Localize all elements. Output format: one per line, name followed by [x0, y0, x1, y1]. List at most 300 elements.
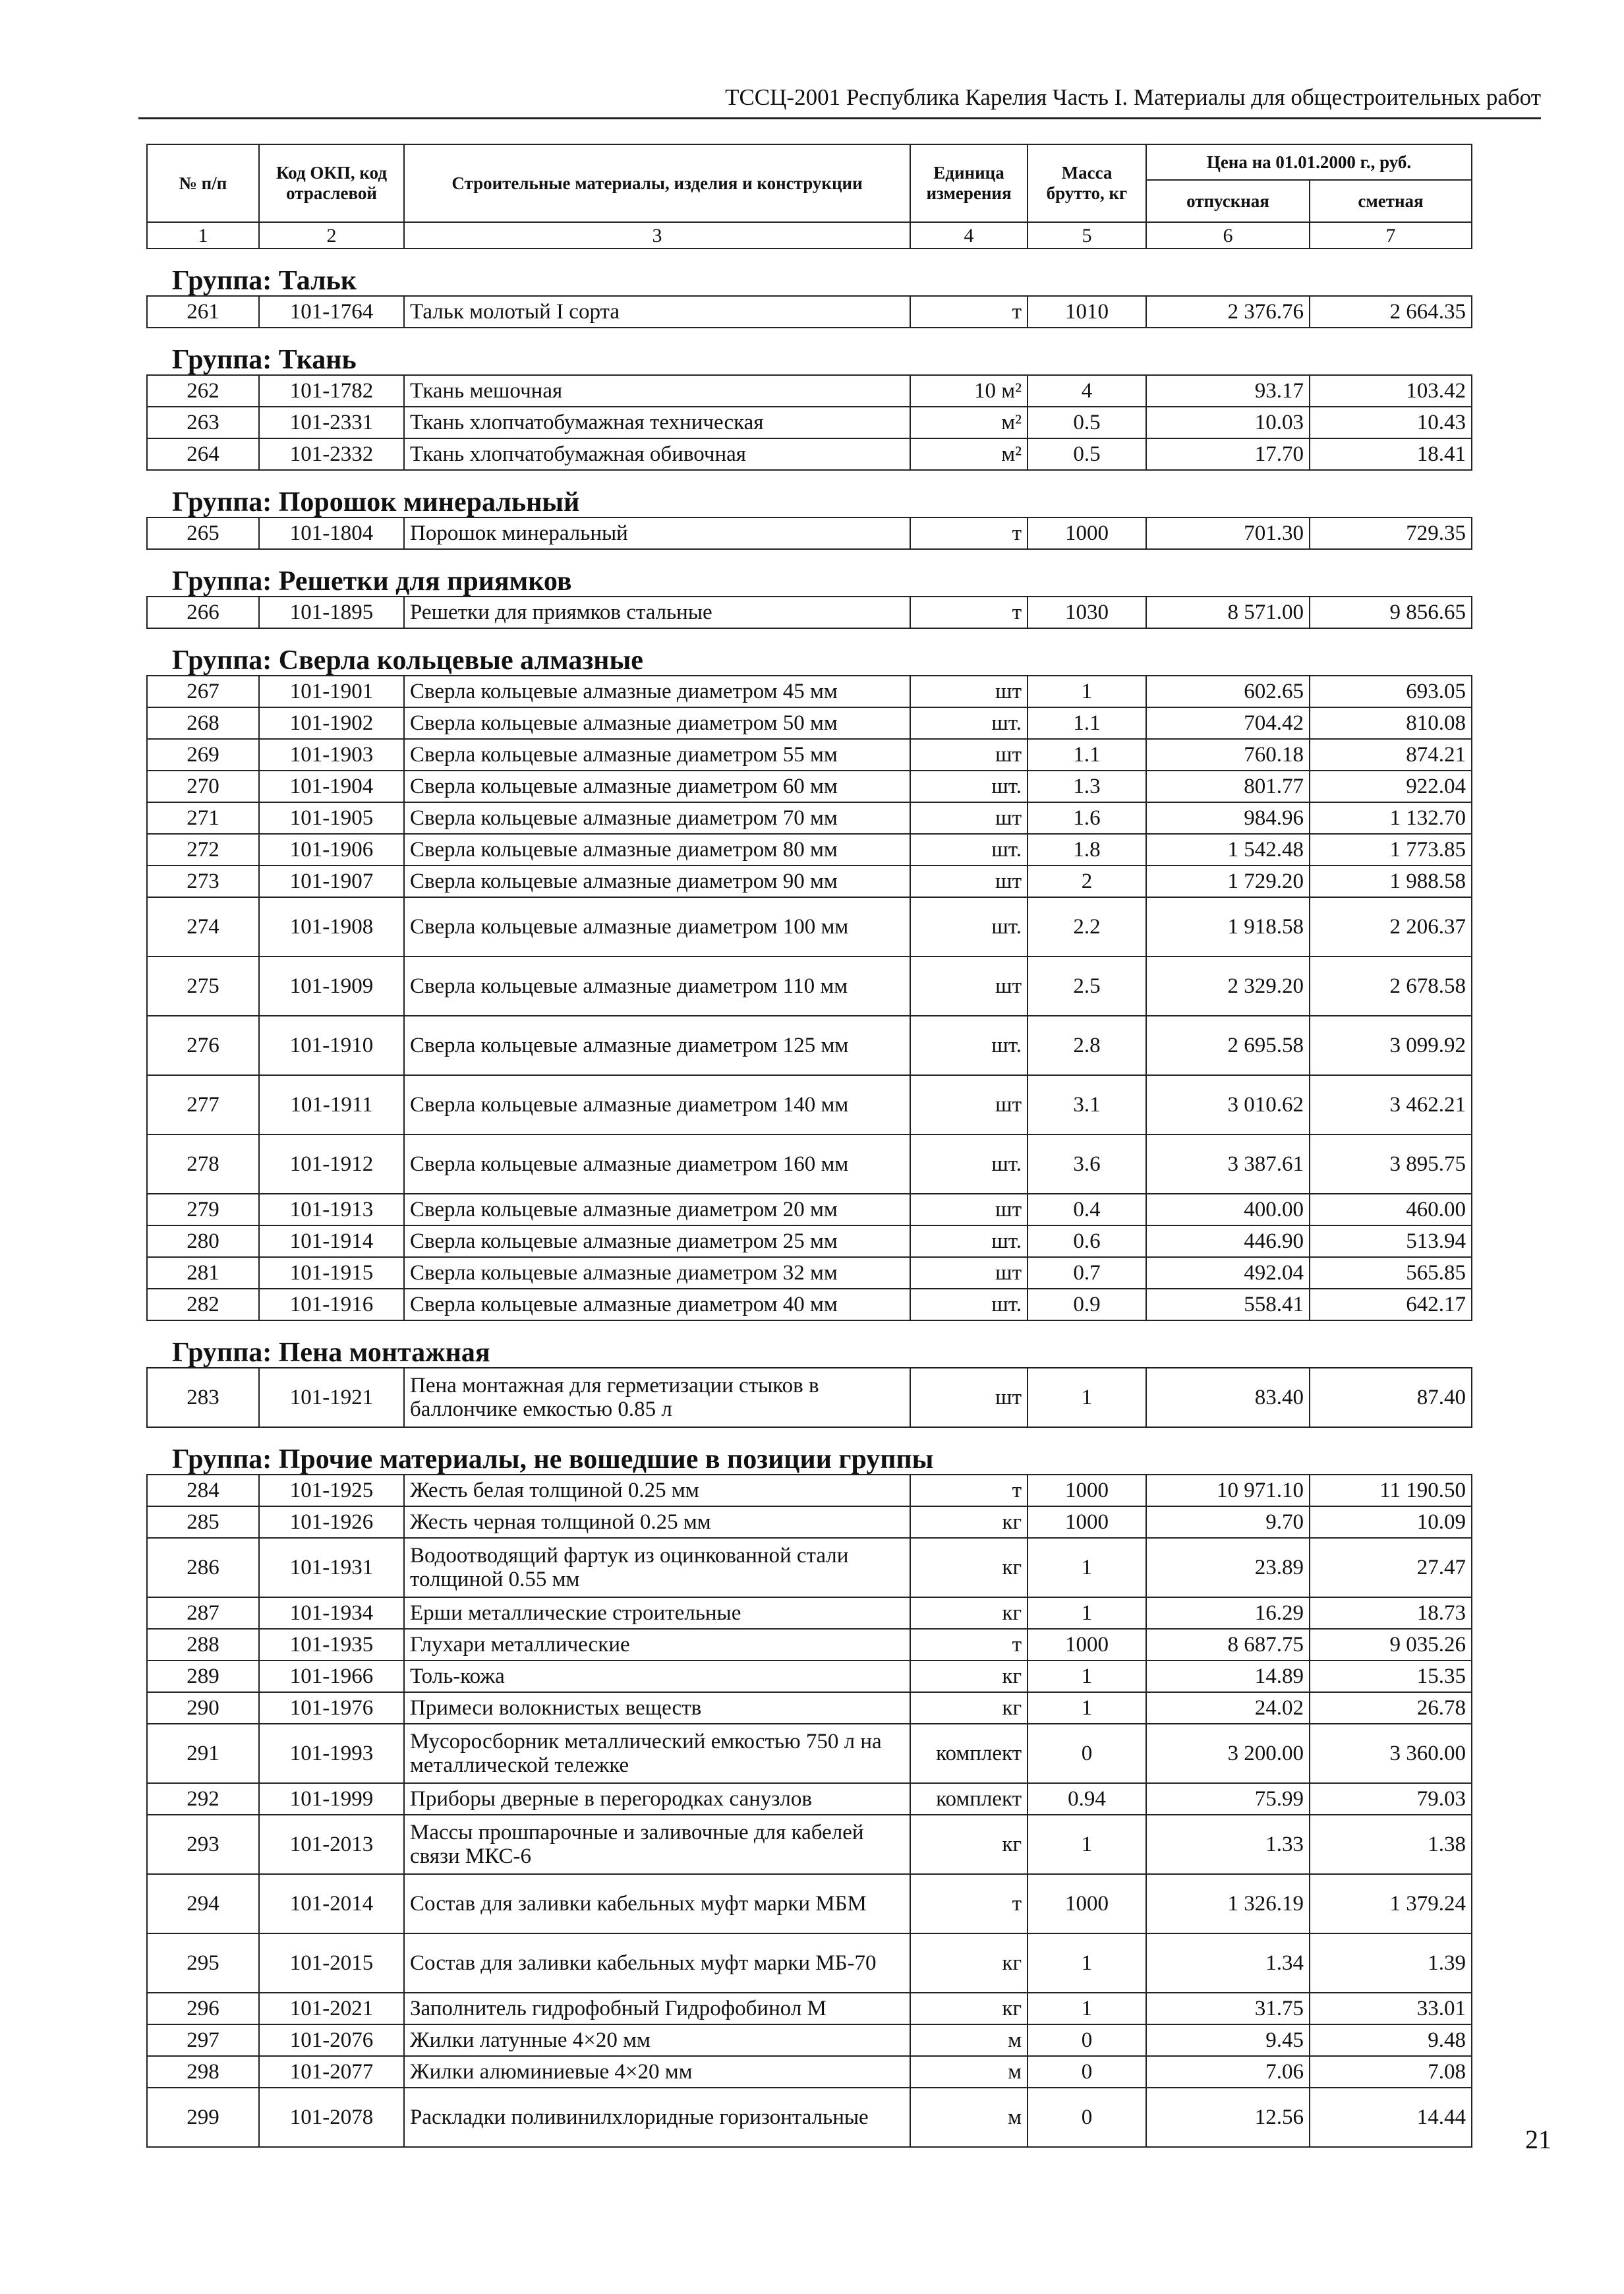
okp-code-cell: 101-2332: [259, 438, 404, 470]
table-row: [147, 1475, 1472, 1506]
okp-code-cell: 101-1895: [259, 597, 404, 628]
row-number-cell: 294: [147, 1874, 259, 1933]
estimate-price-cell: 87.40: [1310, 1368, 1472, 1427]
material-name-cell: Сверла кольцевые алмазные диаметром 25 мм: [404, 1225, 910, 1257]
estimate-price-cell: 2 678.58: [1310, 956, 1472, 1016]
material-name-cell: Порошок минеральный: [404, 517, 910, 549]
material-name-cell: Сверла кольцевые алмазные диаметром 70 мм: [404, 802, 910, 834]
row-number-cell: 297: [147, 2024, 259, 2056]
mass-cell: 1000: [1028, 1629, 1146, 1661]
table-row: [147, 1993, 1472, 2024]
okp-code-cell: 101-1925: [259, 1475, 404, 1506]
mass-cell: 1000: [1028, 517, 1146, 549]
estimate-price-cell: 729.35: [1310, 517, 1472, 549]
material-name-cell: Раскладки поливинилхлоридные горизонтальные: [404, 2088, 910, 2147]
okp-code-cell: 101-1913: [259, 1194, 404, 1225]
row-number-cell: 272: [147, 834, 259, 866]
material-name-cell: Сверла кольцевые алмазные диаметром 32 мм: [404, 1257, 910, 1289]
okp-code-cell: 101-1916: [259, 1289, 404, 1320]
row-number-cell: 273: [147, 866, 259, 897]
material-name-cell: Сверла кольцевые алмазные диаметром 20 мм: [404, 1194, 910, 1225]
mass-cell: 1: [1028, 1661, 1146, 1692]
release-price-cell: 704.42: [1146, 707, 1310, 739]
material-name-cell: Сверла кольцевые алмазные диаметром 110 мм: [404, 956, 910, 1016]
mass-cell: 0.94: [1028, 1783, 1146, 1815]
release-price-cell: 2 329.20: [1146, 956, 1310, 1016]
row-number-cell: 284: [147, 1475, 259, 1506]
mass-cell: 2.2: [1028, 897, 1146, 956]
mass-cell: 1000: [1028, 1506, 1146, 1538]
okp-code-cell: 101-1902: [259, 707, 404, 739]
release-price-cell: 7.06: [1146, 2056, 1310, 2088]
material-name-cell: Приборы дверные в перегородках санузлов: [404, 1783, 910, 1815]
mass-cell: 0: [1028, 2088, 1146, 2147]
unit-cell: шт.: [910, 707, 1028, 739]
table-row: [147, 834, 1472, 866]
mass-cell: 0.4: [1028, 1194, 1146, 1225]
row-number-cell: 282: [147, 1289, 259, 1320]
material-name-cell: Сверла кольцевые алмазные диаметром 160 мм: [404, 1134, 910, 1194]
row-number-cell: 263: [147, 407, 259, 438]
unit-cell: шт.: [910, 834, 1028, 866]
okp-code-cell: 101-1931: [259, 1538, 404, 1597]
release-price-cell: 14.89: [1146, 1661, 1310, 1692]
release-price-cell: 2 695.58: [1146, 1016, 1310, 1075]
release-price-cell: 83.40: [1146, 1368, 1310, 1427]
unit-cell: шт: [910, 1194, 1028, 1225]
row-number-cell: 292: [147, 1783, 259, 1815]
okp-code-cell: 101-2076: [259, 2024, 404, 2056]
unit-cell: шт: [910, 956, 1028, 1016]
release-price-cell: 8 687.75: [1146, 1629, 1310, 1661]
materials-price-table: [146, 144, 1472, 2148]
mass-cell: 1: [1028, 676, 1146, 707]
okp-code-cell: 101-2021: [259, 1993, 404, 2024]
unit-cell: т: [910, 517, 1028, 549]
estimate-price-cell: 2 206.37: [1310, 897, 1472, 956]
unit-cell: шт.: [910, 771, 1028, 802]
table-row: [147, 1257, 1472, 1289]
release-price-cell: 1 918.58: [1146, 897, 1310, 956]
group-title: Группа: Ткань: [147, 328, 1472, 375]
estimate-price-cell: 1 988.58: [1310, 866, 1472, 897]
mass-cell: 0.6: [1028, 1225, 1146, 1257]
header-price-estimate: сметная: [1310, 180, 1472, 222]
table-row: [147, 407, 1472, 438]
unit-cell: кг: [910, 1597, 1028, 1629]
table-row: [147, 1538, 1472, 1597]
okp-code-cell: 101-1921: [259, 1368, 404, 1427]
okp-code-cell: 101-1934: [259, 1597, 404, 1629]
header-code: Код ОКП, код отраслевой: [259, 144, 404, 222]
unit-cell: шт: [910, 802, 1028, 834]
release-price-cell: 602.65: [1146, 676, 1310, 707]
table-row: [147, 1783, 1472, 1815]
unit-cell: т: [910, 1874, 1028, 1933]
release-price-cell: 446.90: [1146, 1225, 1310, 1257]
row-number-cell: 290: [147, 1692, 259, 1724]
material-name-cell: Сверла кольцевые алмазные диаметром 60 мм: [404, 771, 910, 802]
table-row: [147, 2024, 1472, 2056]
estimate-price-cell: 810.08: [1310, 707, 1472, 739]
unit-cell: 10 м²: [910, 375, 1028, 407]
row-number-cell: 285: [147, 1506, 259, 1538]
header-unit: Единица измерения: [910, 144, 1028, 222]
okp-code-cell: 101-1910: [259, 1016, 404, 1075]
row-number-cell: 271: [147, 802, 259, 834]
table-row: [147, 739, 1472, 771]
material-name-cell: Сверла кольцевые алмазные диаметром 140 мм: [404, 1075, 910, 1134]
okp-code-cell: 101-1804: [259, 517, 404, 549]
table-row: [147, 1597, 1472, 1629]
material-name-cell: Сверла кольцевые алмазные диаметром 40 мм: [404, 1289, 910, 1320]
material-name-cell: Ткань мешочная: [404, 375, 910, 407]
mass-cell: 1010: [1028, 296, 1146, 328]
okp-code-cell: 101-1911: [259, 1075, 404, 1134]
table-row: [147, 438, 1472, 470]
unit-cell: кг: [910, 1692, 1028, 1724]
unit-cell: шт.: [910, 1289, 1028, 1320]
unit-cell: шт.: [910, 897, 1028, 956]
column-number: 1: [147, 222, 259, 249]
okp-code-cell: 101-1909: [259, 956, 404, 1016]
release-price-cell: 1 542.48: [1146, 834, 1310, 866]
table-row: [147, 897, 1472, 956]
row-number-cell: 299: [147, 2088, 259, 2147]
table-row: [147, 802, 1472, 834]
header-mass: Масса брутто, кг: [1028, 144, 1146, 222]
unit-cell: кг: [910, 1933, 1028, 1993]
estimate-price-cell: 14.44: [1310, 2088, 1472, 2147]
group-header-row: [147, 470, 1472, 517]
table-row: [147, 1289, 1472, 1320]
table-row: [147, 1134, 1472, 1194]
estimate-price-cell: 27.47: [1310, 1538, 1472, 1597]
unit-cell: шт: [910, 1257, 1028, 1289]
material-name-cell: Ерши металлические строительные: [404, 1597, 910, 1629]
okp-code-cell: 101-2013: [259, 1815, 404, 1874]
row-number-cell: 275: [147, 956, 259, 1016]
estimate-price-cell: 10.09: [1310, 1506, 1472, 1538]
table-row: [147, 771, 1472, 802]
okp-code-cell: 101-1905: [259, 802, 404, 834]
header-price-group: Цена на 01.01.2000 г., руб.: [1146, 144, 1472, 180]
unit-cell: кг: [910, 1815, 1028, 1874]
material-name-cell: Сверла кольцевые алмазные диаметром 90 мм: [404, 866, 910, 897]
group-title: Группа: Порошок минеральный: [147, 470, 1472, 517]
estimate-price-cell: 18.73: [1310, 1597, 1472, 1629]
okp-code-cell: 101-1966: [259, 1661, 404, 1692]
table-row: [147, 1506, 1472, 1538]
table-row: [147, 1692, 1472, 1724]
table-row: [147, 676, 1472, 707]
estimate-price-cell: 9 856.65: [1310, 597, 1472, 628]
release-price-cell: 12.56: [1146, 2088, 1310, 2147]
material-name-cell: Жесть черная толщиной 0.25 мм: [404, 1506, 910, 1538]
release-price-cell: 9.70: [1146, 1506, 1310, 1538]
table-row: [147, 1815, 1472, 1874]
release-price-cell: 1.33: [1146, 1815, 1310, 1874]
table-row: [147, 1874, 1472, 1933]
mass-cell: 1000: [1028, 1874, 1146, 1933]
okp-code-cell: 101-1907: [259, 866, 404, 897]
row-number-cell: 281: [147, 1257, 259, 1289]
estimate-price-cell: 460.00: [1310, 1194, 1472, 1225]
row-number-cell: 288: [147, 1629, 259, 1661]
table-row: [147, 1629, 1472, 1661]
row-number-cell: 298: [147, 2056, 259, 2088]
column-number: 6: [1146, 222, 1310, 249]
estimate-price-cell: 874.21: [1310, 739, 1472, 771]
material-name-cell: Сверла кольцевые алмазные диаметром 55 мм: [404, 739, 910, 771]
okp-code-cell: 101-1782: [259, 375, 404, 407]
unit-cell: шт: [910, 1075, 1028, 1134]
row-number-cell: 287: [147, 1597, 259, 1629]
release-price-cell: 16.29: [1146, 1597, 1310, 1629]
mass-cell: 2.5: [1028, 956, 1146, 1016]
release-price-cell: 31.75: [1146, 1993, 1310, 2024]
release-price-cell: 23.89: [1146, 1538, 1310, 1597]
mass-cell: 1.1: [1028, 707, 1146, 739]
row-number-cell: 279: [147, 1194, 259, 1225]
row-number-cell: 296: [147, 1993, 259, 2024]
okp-code-cell: 101-1915: [259, 1257, 404, 1289]
row-number-cell: 289: [147, 1661, 259, 1692]
mass-cell: 1: [1028, 1538, 1146, 1597]
material-name-cell: Заполнитель гидрофобный Гидрофобинол М: [404, 1993, 910, 2024]
okp-code-cell: 101-1904: [259, 771, 404, 802]
row-number-cell: 269: [147, 739, 259, 771]
group-title: Группа: Решетки для приямков: [147, 549, 1472, 597]
okp-code-cell: 101-1976: [259, 1692, 404, 1724]
unit-cell: шт: [910, 676, 1028, 707]
mass-cell: 1: [1028, 1933, 1146, 1993]
estimate-price-cell: 10.43: [1310, 407, 1472, 438]
unit-cell: комплект: [910, 1783, 1028, 1815]
table-row: [147, 375, 1472, 407]
mass-cell: 1: [1028, 1692, 1146, 1724]
material-name-cell: Глухари металлические: [404, 1629, 910, 1661]
material-name-cell: Водоотводящий фартук из оцинкованной стали толщиной 0.55 мм: [404, 1538, 910, 1597]
column-number: 5: [1028, 222, 1146, 249]
material-name-cell: Жесть белая толщиной 0.25 мм: [404, 1475, 910, 1506]
release-price-cell: 24.02: [1146, 1692, 1310, 1724]
estimate-price-cell: 79.03: [1310, 1783, 1472, 1815]
unit-cell: шт: [910, 1368, 1028, 1427]
estimate-price-cell: 9.48: [1310, 2024, 1472, 2056]
release-price-cell: 10 971.10: [1146, 1475, 1310, 1506]
material-name-cell: Мусоросборник металлический емкостью 750 л на металлической тележке: [404, 1724, 910, 1783]
unit-cell: кг: [910, 1538, 1028, 1597]
row-number-cell: 295: [147, 1933, 259, 1993]
row-number-cell: 276: [147, 1016, 259, 1075]
estimate-price-cell: 3 895.75: [1310, 1134, 1472, 1194]
release-price-cell: 17.70: [1146, 438, 1310, 470]
page-header: ТССЦ-2001 Республика Карелия Часть I. Материалы для общестроительных работ: [725, 84, 1541, 110]
material-name-cell: Массы прошпарочные и заливочные для кабелей связи МКС-6: [404, 1815, 910, 1874]
okp-code-cell: 101-1764: [259, 296, 404, 328]
row-number-cell: 291: [147, 1724, 259, 1783]
material-name-cell: Жилки алюминиевые 4×20 мм: [404, 2056, 910, 2088]
release-price-cell: 8 571.00: [1146, 597, 1310, 628]
unit-cell: т: [910, 296, 1028, 328]
group-header-row: [147, 249, 1472, 296]
mass-cell: 1: [1028, 1815, 1146, 1874]
release-price-cell: 10.03: [1146, 407, 1310, 438]
mass-cell: 0.9: [1028, 1289, 1146, 1320]
estimate-price-cell: 1 773.85: [1310, 834, 1472, 866]
mass-cell: 2.8: [1028, 1016, 1146, 1075]
mass-cell: 0: [1028, 2024, 1146, 2056]
group-header-row: [147, 328, 1472, 375]
mass-cell: 0.7: [1028, 1257, 1146, 1289]
unit-cell: т: [910, 1629, 1028, 1661]
unit-cell: м²: [910, 407, 1028, 438]
table-row: [147, 1194, 1472, 1225]
estimate-price-cell: 33.01: [1310, 1993, 1472, 2024]
release-price-cell: 801.77: [1146, 771, 1310, 802]
okp-code-cell: 101-1908: [259, 897, 404, 956]
estimate-price-cell: 103.42: [1310, 375, 1472, 407]
row-number-cell: 286: [147, 1538, 259, 1597]
okp-code-cell: 101-1999: [259, 1783, 404, 1815]
unit-cell: м²: [910, 438, 1028, 470]
okp-code-cell: 101-1906: [259, 834, 404, 866]
okp-code-cell: 101-1993: [259, 1724, 404, 1783]
okp-code-cell: 101-2077: [259, 2056, 404, 2088]
row-number-cell: 268: [147, 707, 259, 739]
table-body: [147, 249, 1472, 2147]
release-price-cell: 1 729.20: [1146, 866, 1310, 897]
estimate-price-cell: 565.85: [1310, 1257, 1472, 1289]
release-price-cell: 984.96: [1146, 802, 1310, 834]
material-name-cell: Состав для заливки кабельных муфт марки МБ-70: [404, 1933, 910, 1993]
row-number-cell: 278: [147, 1134, 259, 1194]
release-price-cell: 3 010.62: [1146, 1075, 1310, 1134]
release-price-cell: 492.04: [1146, 1257, 1310, 1289]
estimate-price-cell: 1 132.70: [1310, 802, 1472, 834]
release-price-cell: 9.45: [1146, 2024, 1310, 2056]
mass-cell: 1.6: [1028, 802, 1146, 834]
estimate-price-cell: 922.04: [1310, 771, 1472, 802]
material-name-cell: Сверла кольцевые алмазные диаметром 80 мм: [404, 834, 910, 866]
row-number-cell: 293: [147, 1815, 259, 1874]
table-row: [147, 2088, 1472, 2147]
estimate-price-cell: 18.41: [1310, 438, 1472, 470]
okp-code-cell: 101-1901: [259, 676, 404, 707]
estimate-price-cell: 1 379.24: [1310, 1874, 1472, 1933]
table-row: [147, 1661, 1472, 1692]
column-number: 7: [1310, 222, 1472, 249]
group-header-row: [147, 549, 1472, 597]
material-name-cell: Ткань хлопчатобумажная обивочная: [404, 438, 910, 470]
material-name-cell: Жилки латунные 4×20 мм: [404, 2024, 910, 2056]
group-title: Группа: Тальк: [147, 249, 1472, 296]
material-name-cell: Решетки для приямков стальные: [404, 597, 910, 628]
row-number-cell: 266: [147, 597, 259, 628]
estimate-price-cell: 513.94: [1310, 1225, 1472, 1257]
table-row: [147, 956, 1472, 1016]
material-name-cell: Тальк молотый I сорта: [404, 296, 910, 328]
okp-code-cell: 101-2331: [259, 407, 404, 438]
unit-cell: т: [910, 597, 1028, 628]
table-row: [147, 1075, 1472, 1134]
row-number-cell: 265: [147, 517, 259, 549]
page-number: 21: [1525, 2125, 1552, 2154]
material-name-cell: Сверла кольцевые алмазные диаметром 100 мм: [404, 897, 910, 956]
release-price-cell: 1 326.19: [1146, 1874, 1310, 1933]
material-name-cell: Примеси волокнистых веществ: [404, 1692, 910, 1724]
okp-code-cell: 101-2015: [259, 1933, 404, 1993]
estimate-price-cell: 7.08: [1310, 2056, 1472, 2088]
unit-cell: шт.: [910, 1225, 1028, 1257]
release-price-cell: 3 200.00: [1146, 1724, 1310, 1783]
header-rule: [138, 117, 1541, 119]
unit-cell: шт: [910, 866, 1028, 897]
okp-code-cell: 101-2014: [259, 1874, 404, 1933]
row-number-cell: 283: [147, 1368, 259, 1427]
table-row: [147, 1225, 1472, 1257]
mass-cell: 0.5: [1028, 438, 1146, 470]
group-header-row: [147, 1320, 1472, 1368]
okp-code-cell: 101-1935: [259, 1629, 404, 1661]
release-price-cell: 93.17: [1146, 375, 1310, 407]
okp-code-cell: 101-2078: [259, 2088, 404, 2147]
estimate-price-cell: 26.78: [1310, 1692, 1472, 1724]
release-price-cell: 3 387.61: [1146, 1134, 1310, 1194]
header-price-release: отпускная: [1146, 180, 1310, 222]
release-price-cell: 558.41: [1146, 1289, 1310, 1320]
row-number-cell: 262: [147, 375, 259, 407]
row-number-cell: 274: [147, 897, 259, 956]
table-row: [147, 2056, 1472, 2088]
release-price-cell: 1.34: [1146, 1933, 1310, 1993]
row-number-cell: 280: [147, 1225, 259, 1257]
material-name-cell: Сверла кольцевые алмазные диаметром 125 мм: [404, 1016, 910, 1075]
mass-cell: 1000: [1028, 1475, 1146, 1506]
header-num: № п/п: [147, 144, 259, 222]
group-header-row: [147, 628, 1472, 676]
row-number-cell: 261: [147, 296, 259, 328]
okp-code-cell: 101-1926: [259, 1506, 404, 1538]
mass-cell: 0: [1028, 2056, 1146, 2088]
release-price-cell: 400.00: [1146, 1194, 1310, 1225]
release-price-cell: 701.30: [1146, 517, 1310, 549]
group-title: Группа: Пена монтажная: [147, 1320, 1472, 1368]
group-header-row: [147, 1427, 1472, 1475]
material-name-cell: Толь-кожа: [404, 1661, 910, 1692]
okp-code-cell: 101-1903: [259, 739, 404, 771]
okp-code-cell: 101-1914: [259, 1225, 404, 1257]
column-number: 2: [259, 222, 404, 249]
mass-cell: 1.3: [1028, 771, 1146, 802]
row-number-cell: 277: [147, 1075, 259, 1134]
unit-cell: т: [910, 1475, 1028, 1506]
mass-cell: 1030: [1028, 597, 1146, 628]
unit-cell: комплект: [910, 1724, 1028, 1783]
table-row: [147, 1724, 1472, 1783]
table-row: [147, 1016, 1472, 1075]
release-price-cell: 75.99: [1146, 1783, 1310, 1815]
table-row: [147, 1933, 1472, 1993]
mass-cell: 1.8: [1028, 834, 1146, 866]
mass-cell: 1: [1028, 1368, 1146, 1427]
mass-cell: 3.1: [1028, 1075, 1146, 1134]
header-name: Строительные материалы, изделия и конструкции: [404, 144, 910, 222]
estimate-price-cell: 642.17: [1310, 1289, 1472, 1320]
column-number: 3: [404, 222, 910, 249]
material-name-cell: Пена монтажная для герметизации стыков в баллончике емкостью 0.85 л: [404, 1368, 910, 1427]
